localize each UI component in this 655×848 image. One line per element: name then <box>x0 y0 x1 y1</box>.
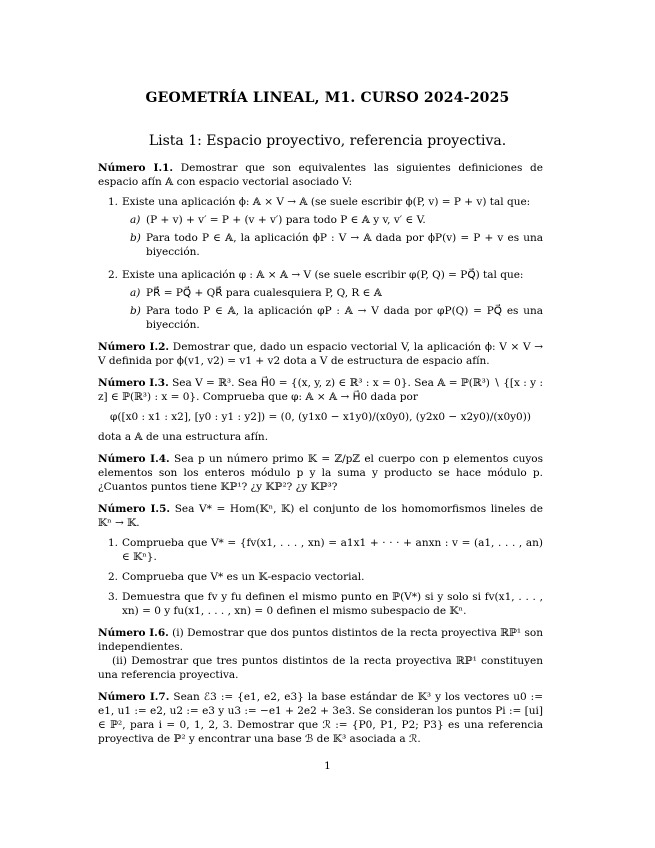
problem-label: Número I.6. <box>98 627 169 639</box>
problem-label: Número I.4. <box>98 453 170 465</box>
item-text: Demuestra que fv y fu definen el mismo punto en ℙ(V*) si y solo si fv(x1, . . . , xn) = 0 y fu(x1, . . . , xn) = 0 definen el mismo subespacio de 𝕂ⁿ. <box>122 591 543 617</box>
sub-item <box>98 213 543 227</box>
sub-item-text: Para todo P ∈ 𝔸, la aplicación ϕP : V → 𝔸 dada por ϕP(v) = P + v es una biyección. <box>146 232 543 258</box>
problem-label: Número I.1. <box>98 162 174 174</box>
sub-item-letter: b) <box>130 305 141 317</box>
problem-text-after: dota a 𝔸 de una estructura afín. <box>98 431 269 443</box>
sub-item-text: PR⃗ = PQ⃗ + QR⃗ para cualesquiera P, Q, R ∈ 𝔸 <box>146 287 382 299</box>
problem-label: Número I.3. <box>98 377 169 389</box>
item-text: Existe una aplicación ϕ: 𝔸 × V → 𝔸 (se suele escribir ϕ(P, v) = P + v) tal que: <box>122 196 531 208</box>
list-item <box>98 590 543 618</box>
problem-text-second: (ii) Demostrar que tres puntos distintos de la recta proyectiva ℝℙ¹ constituyen una referencia proyectiva. <box>98 655 543 681</box>
problem-i6 <box>98 626 543 682</box>
list-item <box>98 195 543 209</box>
problem-text: Demostrar que, dado un espacio vectorial V, la aplicación ϕ: V × V → V definida por ϕ(v1, v2) = v1 + v2 dota a V de estructura de espacio afín. <box>98 341 544 367</box>
problem-text: (i) Demostrar que dos puntos distintos de la recta proyectiva ℝℙ¹ son independientes. <box>98 627 543 653</box>
problem-list <box>98 161 543 754</box>
item-number: 1. <box>108 537 119 549</box>
item-text: Existe una aplicación φ : 𝔸 × 𝔸 → V (se suele escribir φ(P, Q) = PQ⃗) tal que: <box>122 269 524 281</box>
sub-item-text: Para todo P ∈ 𝔸, la aplicación φP : 𝔸 → V dada por φP(Q) = PQ⃗ es una biyección. <box>146 305 543 331</box>
sub-item-letter: b) <box>130 232 141 244</box>
sub-item <box>98 304 543 332</box>
list-item <box>98 536 543 564</box>
problem-i1 <box>98 161 543 332</box>
problem-i3 <box>98 376 543 444</box>
page-title: GEOMETRÍA LINEAL, M1. CURSO 2024-2025 <box>145 90 510 106</box>
item-text: Comprueba que V* es un 𝕂-espacio vectorial. <box>122 571 365 583</box>
problem-i7 <box>98 690 543 746</box>
list-item <box>98 268 543 282</box>
problem-i4 <box>98 452 543 494</box>
problem-label: Número I.5. <box>98 503 171 515</box>
item-number: 2. <box>108 571 119 583</box>
page-subtitle: Lista 1: Espacio proyectivo, referencia proyectiva. <box>148 133 507 149</box>
problem-i5 <box>98 502 543 618</box>
problem-text: Sean ℰ3 := {e1, e2, e3} la base estándar de 𝕂³ y los vectores u0 := e1, u1 := e2, u2 := e3 y u3 := −e1 + 2e2 + 3e3. Se consideran los puntos Pi := [ui] ∈ ℙ², para i = 0, 1, 2, 3. Demostrar que ℛ := {P0, P1, P2; P3} es una referencia proyectiva de ℙ² y encontrar una base ℬ de 𝕂³ asociada a ℛ. <box>98 691 543 745</box>
sub-item <box>98 231 543 259</box>
item-text: Comprueba que V* = {fv(x1, . . . , xn) = a1x1 + · · · + anxn : v = (a1, . . . , an) ∈ 𝕂ⁿ}. <box>122 537 543 563</box>
item-number: 1. <box>108 196 119 208</box>
problem-text: Sea V = ℝ³. Sea H⃗0 = {(x, y, z) ∈ ℝ³ : x = 0}. Sea 𝔸 = ℙ(ℝ³) ∖ {[x : y : z] ∈ ℙ(ℝ³) : x = 0}. Comprueba que φ: 𝔸 × 𝔸 → H⃗0 dada por <box>98 377 543 403</box>
sub-item-letter: a) <box>130 287 141 299</box>
problem-i2 <box>98 340 543 368</box>
item-number: 2. <box>108 269 119 281</box>
problem-text: Sea V* = Hom(𝕂ⁿ, 𝕂) el conjunto de los homomorfismos lineles de 𝕂ⁿ → 𝕂. <box>98 503 543 529</box>
sub-item-letter: a) <box>130 214 141 226</box>
sub-item-text: (P + v) + v′ = P + (v + v′) para todo P ∈ 𝔸 y v, v′ ∈ V. <box>146 214 426 226</box>
list-item <box>98 570 543 584</box>
problem-label: Número I.7. <box>98 691 170 703</box>
problem-label: Número I.2. <box>98 341 170 353</box>
display-formula: φ([x0 : x1 : x2], [y0 : y1 : y2]) = (0, (y1x0 − x1y0)/(x0y0), (y2x0 − x2y0)/(x0y0)) <box>110 411 531 423</box>
problem-text: Demostrar que son equivalentes las siguientes definiciones de espacio afín 𝔸 con espacio vectorial asociado V: <box>98 162 543 188</box>
item-number: 3. <box>108 591 119 603</box>
sub-item <box>98 286 543 300</box>
page-number: 1 <box>324 760 331 772</box>
problem-text: Sea p un número primo 𝕂 = ℤ/pℤ el cuerpo con p elementos cuyos elementos son los enteros módulo p y la suma y producto se hace módulo p. ¿Cuantos puntos tiene 𝕂ℙ¹? ¿y 𝕂ℙ²? ¿y 𝕂ℙ³? <box>98 453 543 493</box>
